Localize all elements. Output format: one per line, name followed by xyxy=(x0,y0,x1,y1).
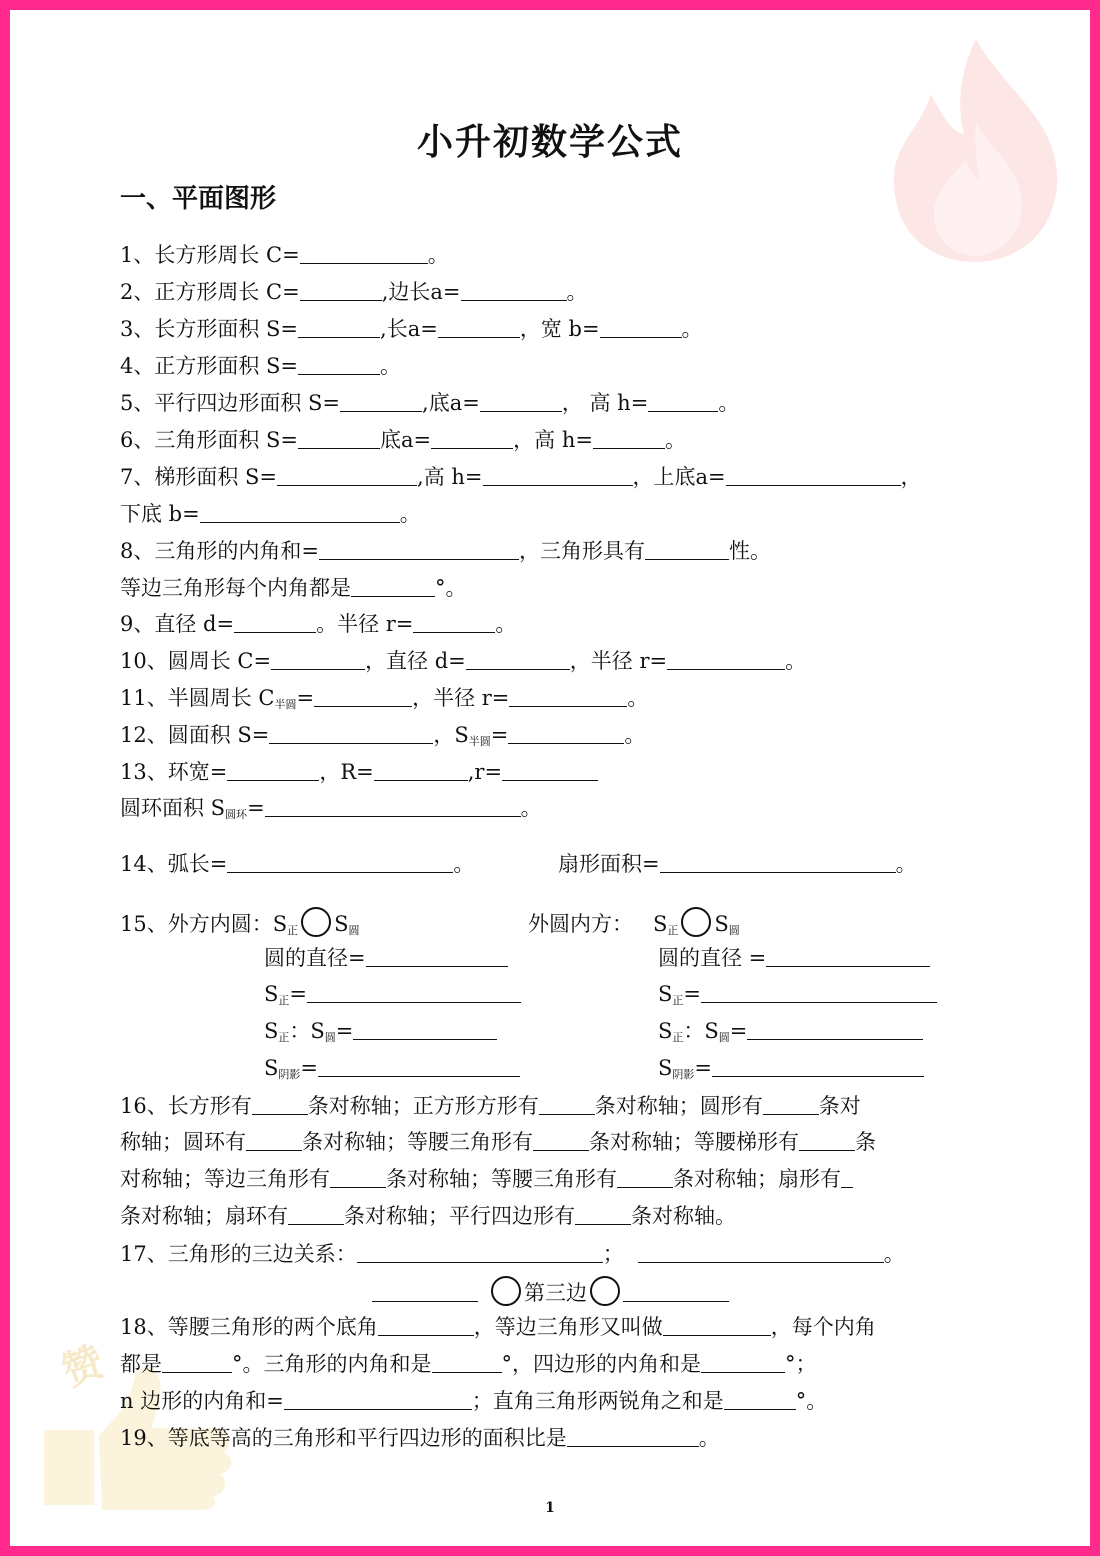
blank[interactable] xyxy=(162,1352,232,1373)
formula-line-1: 1、长方形周长 C= 。 xyxy=(120,243,449,267)
blank[interactable] xyxy=(319,539,519,560)
formula-15-right-ratio: $S_正$：$S_圆=$ xyxy=(658,1017,923,1052)
blank[interactable] xyxy=(277,465,417,486)
blank[interactable] xyxy=(431,428,513,449)
formula-line-16c: 对称轴；等边三角形有 条对称轴；等腰三角形有 条对称轴；扇形有 xyxy=(120,1165,853,1193)
blank[interactable] xyxy=(567,1426,699,1447)
blank[interactable] xyxy=(502,760,598,781)
formula-line-17b: 第三边 xyxy=(372,1276,729,1307)
blank[interactable] xyxy=(374,760,468,781)
blank[interactable] xyxy=(724,1389,796,1410)
compare-circle[interactable] xyxy=(301,907,331,937)
blank[interactable] xyxy=(330,1167,386,1188)
blank[interactable] xyxy=(663,1315,771,1336)
page-number: 1 xyxy=(545,1500,555,1516)
blank[interactable] xyxy=(227,852,453,873)
formula-line-15-right: 外圆内方： $S_正$ $S_圆$ xyxy=(528,907,740,945)
blank[interactable] xyxy=(318,1056,520,1077)
document-page xyxy=(10,10,1090,1546)
blank[interactable] xyxy=(509,686,627,707)
blank[interactable] xyxy=(480,391,562,412)
compare-circle[interactable] xyxy=(590,1276,620,1306)
formula-line-19: 19、等底等高的三角形和平行四边形的面积比是 。 xyxy=(120,1426,720,1450)
formula-15-left-shadow: $S_{阴影}=$ xyxy=(264,1054,520,1089)
blank[interactable] xyxy=(638,1242,884,1263)
blank[interactable] xyxy=(300,243,428,264)
blank[interactable] xyxy=(432,1352,502,1373)
formula-line-4: 4、正方形面积 S= 。 xyxy=(120,354,402,378)
blank[interactable] xyxy=(252,1094,308,1115)
formula-line-14b: 扇形面积= 。 xyxy=(558,852,917,876)
blank[interactable] xyxy=(763,1094,819,1115)
blank[interactable] xyxy=(575,1204,631,1225)
blank[interactable] xyxy=(841,1167,853,1188)
blank[interactable] xyxy=(483,465,633,486)
blank[interactable] xyxy=(712,1056,924,1077)
formula-line-7: 7、梯形面积 S= ,高 h= ，上底a= ， xyxy=(120,465,922,489)
blank[interactable] xyxy=(357,1242,603,1263)
formula-line-9: 9、直径 d= 。半径 r= 。 xyxy=(120,612,517,636)
formula-15-right-shadow: $S_{阴影}=$ xyxy=(658,1054,924,1089)
blank[interactable] xyxy=(246,1130,302,1151)
formula-15-left-s-square: $S_正=$ xyxy=(264,980,521,1015)
formula-line-13b: 圆环面积 $S_{圆环}=$ 。 xyxy=(120,796,542,821)
blank[interactable] xyxy=(378,1315,474,1336)
blank[interactable] xyxy=(660,852,896,873)
blank[interactable] xyxy=(200,502,400,523)
blank[interactable] xyxy=(593,428,665,449)
formula-line-7b: 下底 b= 。 xyxy=(120,502,421,526)
blank[interactable] xyxy=(284,1389,472,1410)
formula-15-right-diameter: 圆的直径 = xyxy=(658,944,930,972)
section-heading: 一、平面图形 xyxy=(120,184,277,214)
blank[interactable] xyxy=(667,649,785,670)
blank[interactable] xyxy=(314,686,412,707)
blank[interactable] xyxy=(648,391,718,412)
blank[interactable] xyxy=(265,796,521,817)
formula-line-10: 10、圆周长 C= ，直径 d= ，半径 r= 。 xyxy=(120,649,807,673)
blank[interactable] xyxy=(227,760,319,781)
blank[interactable] xyxy=(271,649,365,670)
blank[interactable] xyxy=(234,612,316,633)
formula-line-5: 5、平行四边形面积 S= ,底a= ， 高 h= 。 xyxy=(120,391,740,415)
blank[interactable] xyxy=(508,723,624,744)
formula-line-16b: 称轴；圆环有 条对称轴；等腰三角形有 条对称轴；等腰梯形有 条 xyxy=(120,1130,876,1154)
formula-line-15-left: 15、外方内圆：$S_正$ $S_圆$ xyxy=(120,907,360,945)
blank[interactable] xyxy=(533,1130,589,1151)
compare-circle[interactable] xyxy=(681,907,711,937)
blank[interactable] xyxy=(799,1130,855,1151)
formula-line-12: 12、圆面积 S= ，$S_{半圆}=$ 。 xyxy=(120,723,646,748)
formula-line-16d: 条对称轴；扇环有 条对称轴；平行四边形有 条对称轴。 xyxy=(120,1204,736,1228)
blank[interactable] xyxy=(366,946,508,967)
blank[interactable] xyxy=(726,465,901,486)
blank[interactable] xyxy=(617,1167,673,1188)
formula-line-11: 11、半圆周长 $C_{半圆}=$ ，半径 r= 。 xyxy=(120,686,649,711)
blank[interactable] xyxy=(461,280,567,301)
formula-line-18c: n 边形的内角和= ；直角三角形两锐角之和是 °。 xyxy=(120,1389,828,1413)
blank[interactable] xyxy=(353,1019,497,1040)
formula-line-8: 8、三角形的内角和= ，三角形具有 性。 xyxy=(120,539,771,563)
formula-line-2: 2、正方形周长 C= ,边长a= 。 xyxy=(120,280,588,304)
blank[interactable] xyxy=(413,612,495,633)
blank[interactable] xyxy=(645,539,729,560)
formula-15-left-ratio: $S_正$：$S_圆=$ xyxy=(264,1017,497,1052)
blank[interactable] xyxy=(623,1281,729,1302)
blank[interactable] xyxy=(300,280,382,301)
blank[interactable] xyxy=(298,354,380,375)
blank[interactable] xyxy=(466,649,570,670)
blank[interactable] xyxy=(747,1019,923,1040)
blank[interactable] xyxy=(438,317,520,338)
formula-line-18b: 都是 °。三角形的内角和是 °，四边形的内角和是 °； xyxy=(120,1352,817,1376)
formula-line-16a: 16、长方形有 条对称轴；正方形方形有 条对称轴；圆形有 条对 xyxy=(120,1094,861,1118)
compare-circle[interactable] xyxy=(491,1276,521,1306)
blank[interactable] xyxy=(766,946,930,967)
blank[interactable] xyxy=(372,1281,478,1302)
blank[interactable] xyxy=(600,317,682,338)
formula-line-3: 3、长方形面积 S= ,长a= ，宽 b= 。 xyxy=(120,317,703,341)
blank[interactable] xyxy=(340,391,422,412)
formula-line-17: 17、三角形的三边关系： ； 。 xyxy=(120,1242,905,1266)
formula-line-8b: 等边三角形每个内角都是 °。 xyxy=(120,576,467,600)
svg-text:赞: 赞 xyxy=(55,1337,110,1396)
formula-line-18a: 18、等腰三角形的两个底角 ，等边三角形又叫做 ，每个内角 xyxy=(120,1315,876,1339)
blank[interactable] xyxy=(351,576,435,597)
blank[interactable] xyxy=(701,1352,785,1373)
formula-line-13: 13、环宽= ，R= ,r= xyxy=(120,758,598,786)
blank[interactable] xyxy=(701,982,937,1003)
blank[interactable] xyxy=(298,317,380,338)
blank[interactable] xyxy=(269,723,433,744)
formula-line-6: 6、三角形面积 S= 底a= ，高 h= 。 xyxy=(120,428,686,452)
formula-line-14: 14、弧长= 。 xyxy=(120,852,475,876)
blank[interactable] xyxy=(539,1094,595,1115)
page-title: 小升初数学公式 xyxy=(416,121,683,163)
formula-15-left-diameter: 圆的直径= xyxy=(264,944,508,972)
blank[interactable] xyxy=(288,1204,344,1225)
blank[interactable] xyxy=(298,428,380,449)
formula-15-right-s-square: $S_正=$ xyxy=(658,980,937,1015)
blank[interactable] xyxy=(307,982,521,1003)
